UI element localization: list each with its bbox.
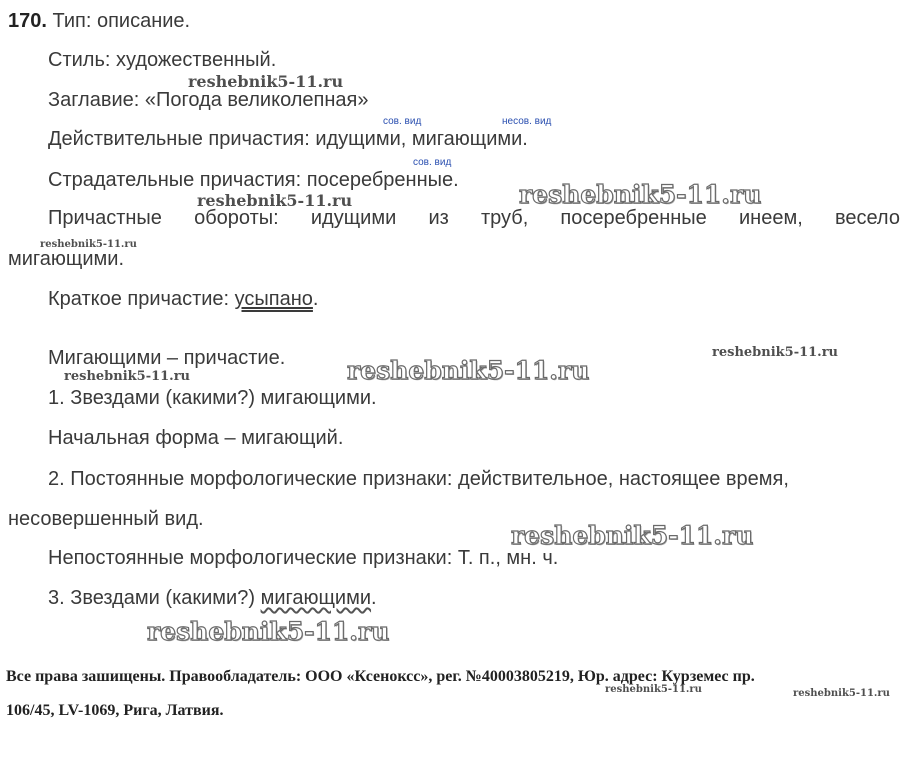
exercise-number: 170. — [8, 10, 47, 32]
point-3-word: мигающими — [260, 587, 372, 609]
analysis-heading: Мигающими – причастие. — [48, 347, 286, 369]
phrase-word: из — [428, 207, 449, 229]
sentence-end: . — [312, 288, 319, 310]
analysis-point-2-continuation: несовершенный вид. — [8, 508, 204, 530]
watermark: reshebnik5-11.ru — [511, 521, 754, 550]
analysis-point-2: 2. Постоянные морфологические признаки: действительное, настоящее время, — [48, 468, 789, 490]
copyright-line-1: Все права зашищены. Правообладатель: ООО «Ксеноксс», рег. №40003805219, Юр. адрес: Курземес пр. — [6, 668, 755, 685]
watermark: reshebnik5-11.ru — [793, 688, 890, 699]
phrase-word: Причастные — [48, 207, 162, 229]
watermark: reshebnik5-11.ru — [347, 356, 590, 385]
title-line: Заглавие: «Погода великолепная» — [48, 89, 369, 111]
variable-features-line: Непостоянные морфологические признаки: Т. п., мн. ч. — [48, 547, 559, 569]
phrase-word: весело — [834, 207, 900, 229]
participial-phrases-line — [48, 206, 900, 230]
style-line: Стиль: художественный. — [48, 49, 277, 71]
watermark: reshebnik5-11.ru — [147, 617, 390, 646]
short-participle-word: усыпано — [234, 288, 313, 310]
passive-participles-line — [48, 168, 459, 192]
analysis-point-1: 1. Звездами (какими?) мигающими. — [48, 387, 377, 409]
exercise-type: Тип: описание. — [52, 10, 191, 32]
watermark: reshebnik5-11.ru — [519, 180, 762, 209]
short-participle-label: Краткое причастие: — [48, 288, 230, 310]
phrase-word: труб, — [480, 207, 529, 229]
sentence-end: . — [371, 587, 377, 609]
watermark: reshebnik5-11.ru — [712, 345, 839, 360]
phrase-word: обороты: — [194, 207, 279, 229]
phrase-word: посеребренные — [560, 207, 707, 229]
aspect-note-imperfective: несов. вид — [502, 116, 552, 127]
phrase-word: инеем, — [738, 207, 803, 229]
participial-phrases-continuation: мигающими. — [8, 248, 125, 270]
watermark: reshebnik5-11.ru — [40, 239, 137, 250]
watermark: reshebnik5-11.ru — [197, 191, 353, 210]
initial-form-line: Начальная форма – мигающий. — [48, 427, 344, 449]
copyright-line-2: 106/45, LV-1069, Рига, Латвия. — [6, 702, 224, 719]
participle-word: идущими, — [315, 128, 407, 150]
point-3-prefix: 3. Звездами (какими?) — [48, 587, 256, 609]
aspect-note-perfective: сов. вид — [413, 157, 452, 168]
watermark: reshebnik5-11.ru — [188, 72, 344, 91]
exercise-header — [8, 9, 190, 33]
active-participles-label: Действительные причастия: — [48, 128, 310, 150]
passive-participles-label: Страдательные причастия: — [48, 169, 302, 191]
participle-word: посеребренные. — [306, 169, 459, 191]
active-participles-line — [48, 127, 528, 151]
short-participle-line — [48, 287, 318, 311]
watermark: reshebnik5-11.ru — [605, 684, 702, 695]
phrase-word: идущими — [310, 207, 397, 229]
analysis-point-3 — [48, 586, 377, 610]
watermark: reshebnik5-11.ru — [64, 369, 191, 384]
participle-word: мигающими. — [411, 128, 528, 150]
aspect-note-perfective: сов. вид — [383, 116, 422, 127]
